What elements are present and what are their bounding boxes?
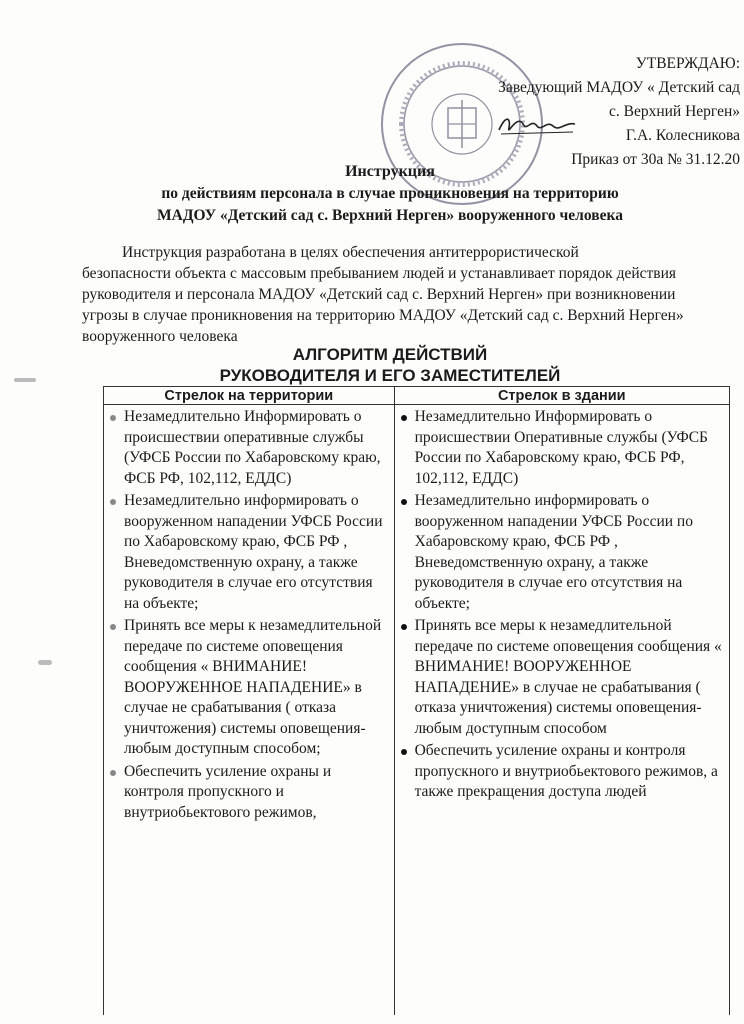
intro-text-2: безопасности объекта с массовым пребыванием людей и устанавливает порядок действия руководителя и персонала МАДОУ «Детский сад с. Верхний Нерген» при возникновении угрозы в случае проникновения на территорию МАДОУ «Детский сад с. Верхний Нерген» вооруженного человека: [82, 265, 684, 345]
scan-mark: [14, 378, 36, 382]
algorithm-line-1: АЛГОРИТМ ДЕЙСТВИЙ: [292, 345, 488, 364]
list-item: Незамедлительно информировать о вооруженном нападении УФСБ России по Хабаровскому краю, ФСБ РФ , Вневедомственную охрану, а также руководителя в случае его отсутствия на объекте;: [415, 491, 725, 614]
column-header-building: Стрелок в здании: [394, 387, 729, 405]
actions-table: [103, 386, 730, 1015]
approval-line: УТВЕРЖДАЮ:: [635, 55, 740, 72]
title-line-2: по действиям персонала в случае проникновения на территорию: [161, 185, 619, 202]
building-list: [395, 405, 729, 803]
list-item: Обеспечить усиление охраны и контроля пропускного и внутриобьектового режимов,: [124, 762, 390, 824]
list-item: Незамедлительно информировать о вооруженном нападении УФСБ России по Хабаровскому краю, ФСБ РФ , Вневедомственную охрану, а также руководителя в случае его отсутствия на объекте;: [124, 491, 390, 614]
algorithm-line-2: РУКОВОДИТЕЛЯ И ЕГО ЗАМЕСТИТЕЛЕЙ: [219, 366, 561, 385]
title-line-3: МАДОУ «Детский сад с. Верхний Нерген» вооруженного человека: [157, 207, 623, 224]
building-cell: [394, 405, 729, 1016]
approval-line: Приказ от 30а № 31.12.20: [571, 151, 740, 168]
table-row: [104, 405, 730, 1016]
scan-mark: [38, 660, 52, 665]
list-item: Принять все меры к незамедлительной передаче по системе оповещения сообщения « ВНИМАНИЕ! ВООРУЖЕННОЕ НАПАДЕНИЕ» в случае не срабатывания ( отказа уничтожения) системы оповещения-любым доступным способом: [415, 616, 725, 739]
algorithm-heading: [145, 344, 635, 386]
column-header-territory: Стрелок на территории: [104, 387, 395, 405]
list-item: Незамедлительно Информировать о происшествии оперативные службы (УФСБ России по Хабаровскому краю, ФСБ РФ, 102,112, ЕДДС): [124, 407, 390, 489]
approval-block: [440, 52, 740, 172]
list-item: Незамедлительно Информировать о происшествии Оперативные службы (УФСБ России по Хабаровскому краю, ФСБ РФ, 102,112, ЕДДС): [415, 407, 725, 489]
territory-list: [104, 405, 394, 823]
intro-text-1: Инструкция разработана в целях обеспечения антитеррористической: [122, 244, 579, 261]
territory-cell: [104, 405, 395, 1016]
approval-line: Заведующий МАДОУ « Детский сад: [498, 79, 740, 96]
approval-line: с. Верхний Нерген»: [608, 103, 740, 120]
list-item: Обеспечить усиление охраны и контроля пропускного и внутриобьектового режимов, а также прекращения доступа людей: [415, 741, 725, 803]
table-header-row: [104, 387, 730, 405]
intro-paragraph: [82, 242, 722, 347]
document-title: [40, 161, 740, 227]
approval-line: Г.А. Колесникова: [625, 127, 740, 144]
title-line-1: Инструкция: [345, 163, 435, 180]
list-item: Принять все меры к незамедлительной передаче по системе оповещения сообщения « ВНИМАНИЕ! ВООРУЖЕННОЕ НАПАДЕНИЕ» в случае не срабатывания ( отказа уничтожения) системы оповещения-любым доступным способом;: [124, 616, 390, 760]
